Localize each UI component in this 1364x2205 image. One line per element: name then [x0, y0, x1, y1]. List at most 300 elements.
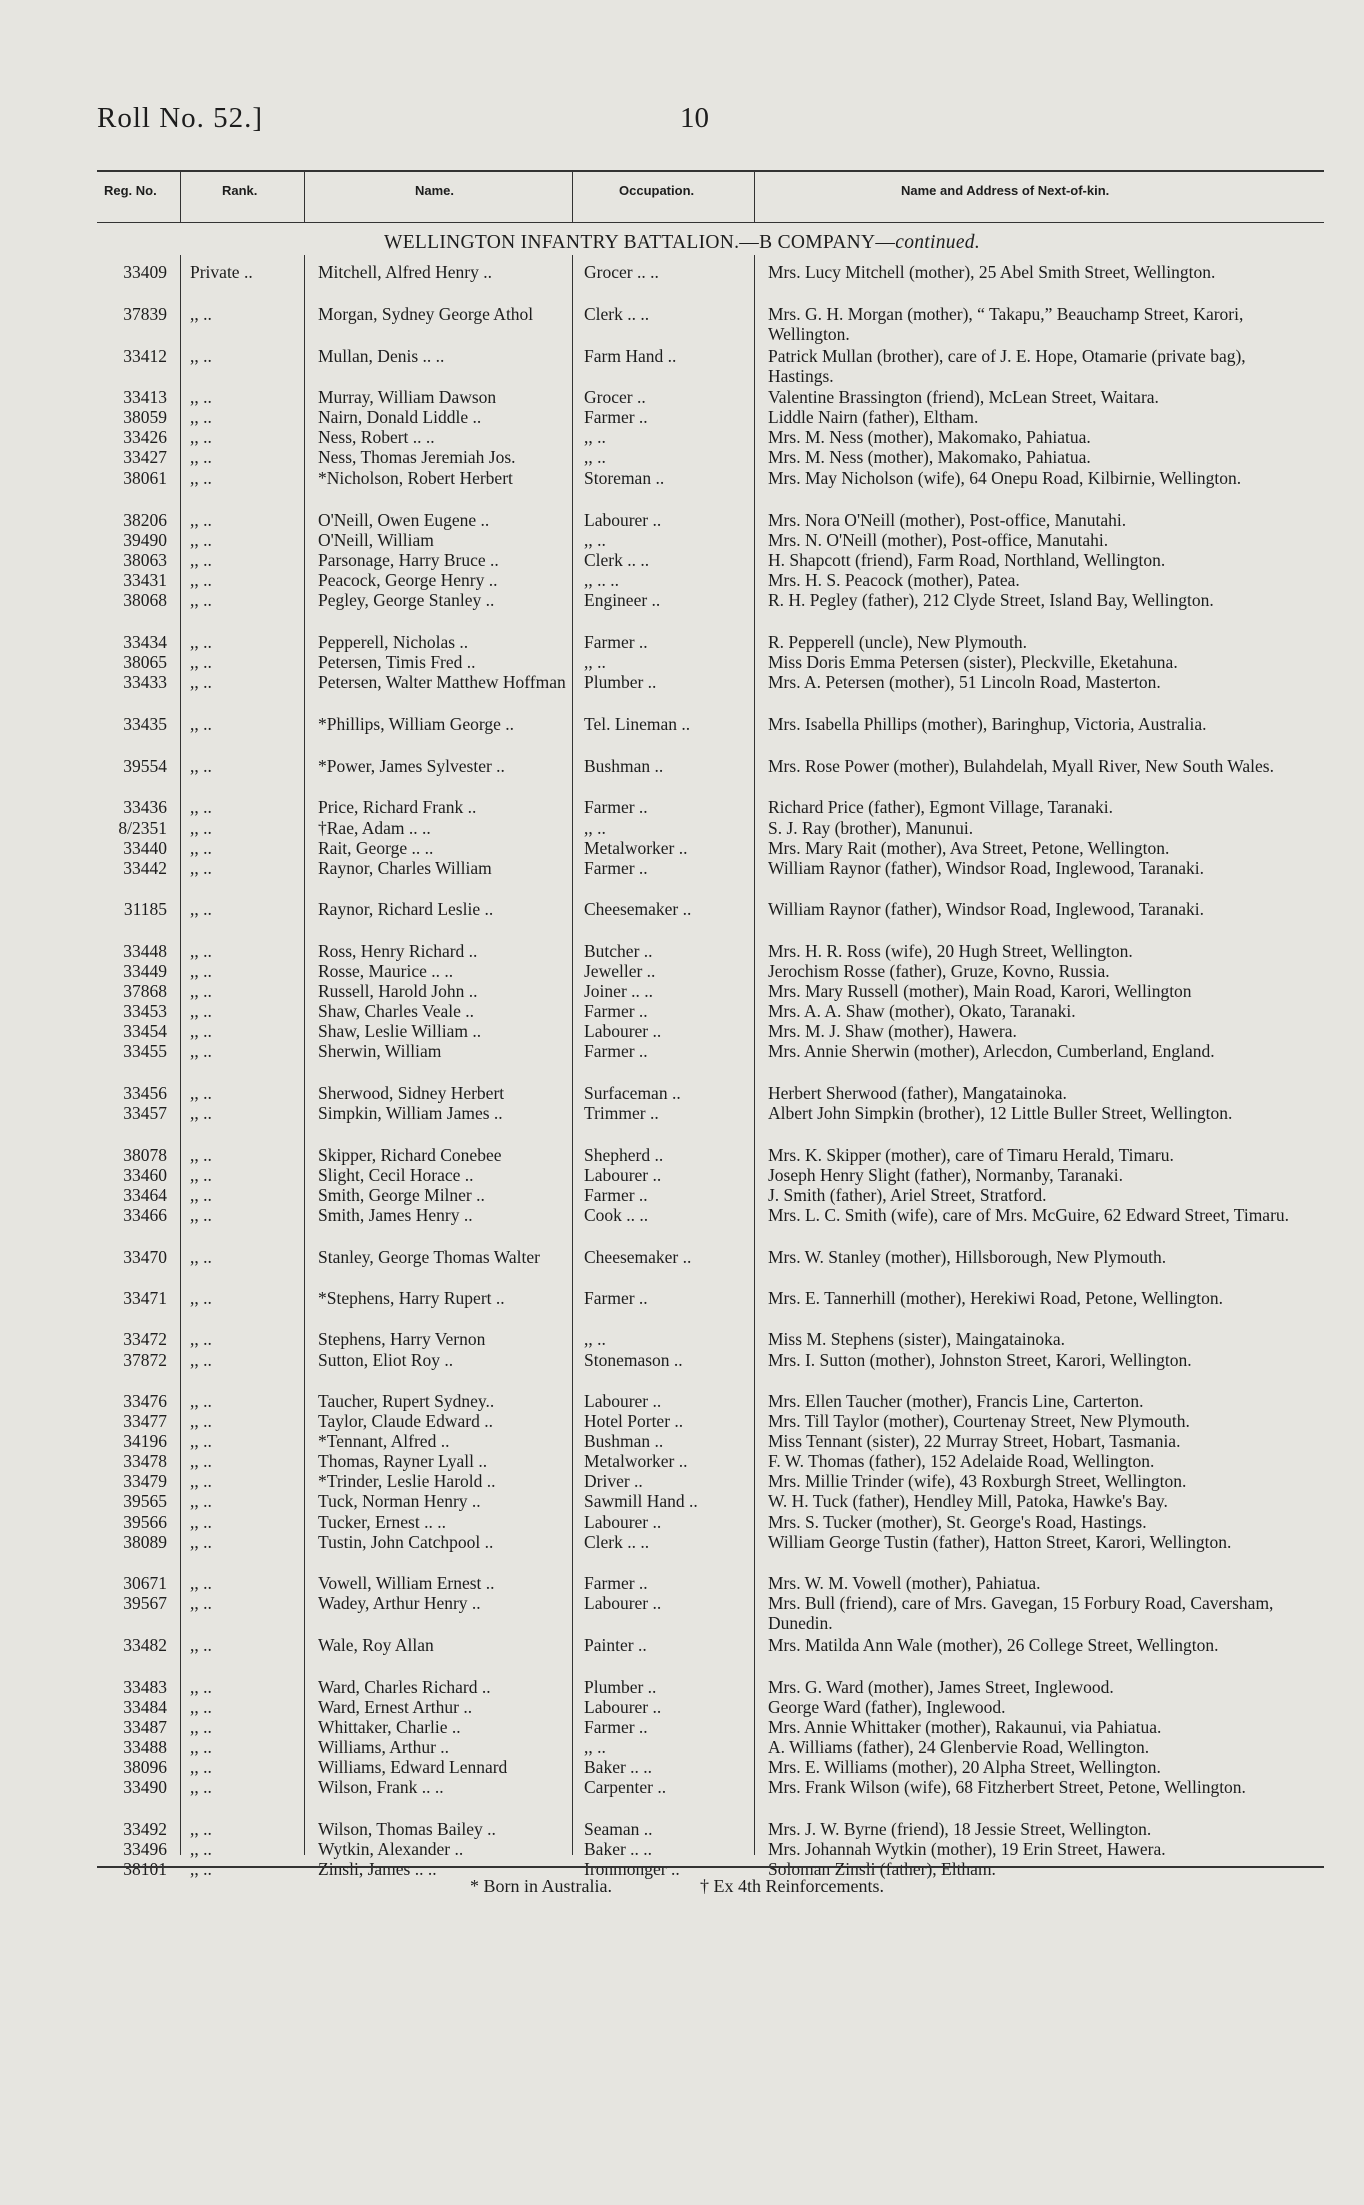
rank: ,, ..	[190, 1329, 212, 1349]
occupation: ,, ..	[584, 818, 606, 838]
next-of-kin: Mrs. N. O'Neill (mother), Post-office, Manutahi.	[768, 530, 1109, 550]
next-of-kin: Richard Price (father), Egmont Village, Taranaki.	[768, 797, 1114, 817]
rank: ,, ..	[190, 981, 212, 1001]
reg-number: 33496	[123, 1839, 167, 1859]
occupation: ,, ..	[584, 1329, 606, 1349]
col-divider	[180, 255, 181, 1855]
next-of-kin: William Raynor (father), Windsor Road, Inglewood, Taranaki.	[768, 899, 1205, 919]
rank: ,, ..	[190, 797, 212, 817]
soldier-name: Raynor, Richard Leslie ..	[318, 899, 494, 919]
next-of-kin: Mrs. I. Sutton (mother), Johnston Street, Karori, Wellington.	[768, 1350, 1192, 1370]
next-of-kin: Mrs. Mary Rait (mother), Ava Street, Petone, Wellington.	[768, 838, 1170, 858]
reg-number: 33492	[123, 1819, 167, 1839]
col-divider	[304, 172, 305, 222]
occupation: Metalworker ..	[584, 1451, 688, 1471]
soldier-name: Pegley, George Stanley ..	[318, 590, 495, 610]
reg-number: 38078	[123, 1145, 167, 1165]
soldier-name: Petersen, Timis Fred ..	[318, 652, 476, 672]
rank: ,, ..	[190, 1041, 212, 1061]
next-of-kin: Valentine Brassington (friend), McLean Street, Waitara.	[768, 387, 1159, 407]
rank: ,, ..	[190, 1165, 212, 1185]
rank: ,, ..	[190, 427, 212, 447]
column-headers	[97, 170, 1324, 223]
next-of-kin: Mrs. Bull (friend), care of Mrs. Gavegan, 15 Forbury Road, Caversham, Dunedin.	[768, 1593, 1274, 1633]
next-of-kin: Mrs. A. A. Shaw (mother), Okato, Taranaki.	[768, 1001, 1076, 1021]
occupation: Engineer ..	[584, 590, 661, 610]
soldier-name: Mitchell, Alfred Henry ..	[318, 262, 492, 282]
soldier-name: *Nicholson, Robert Herbert	[318, 468, 513, 488]
next-of-kin: Mrs. Annie Sherwin (mother), Arlecdon, Cumberland, England.	[768, 1041, 1215, 1061]
rank: ,, ..	[190, 1411, 212, 1431]
occupation: ,, ..	[584, 447, 606, 467]
soldier-name: Whittaker, Charlie ..	[318, 1717, 461, 1737]
reg-number: 33478	[123, 1451, 167, 1471]
reg-number: 33482	[123, 1635, 167, 1655]
next-of-kin: Mrs. Nora O'Neill (mother), Post-office, Manutahi.	[768, 510, 1127, 530]
next-of-kin: S. J. Ray (brother), Manunui.	[768, 818, 974, 838]
occupation: Baker .. ..	[584, 1757, 653, 1777]
reg-number: 33434	[123, 632, 167, 652]
rank: ,, ..	[190, 550, 212, 570]
next-of-kin: William George Tustin (father), Hatton Street, Karori, Wellington.	[768, 1532, 1232, 1552]
occupation: Joiner .. ..	[584, 981, 654, 1001]
next-of-kin: Soloman Zinsli (father), Eltham.	[768, 1859, 996, 1879]
reg-number: 38206	[123, 510, 167, 530]
reg-number: 33476	[123, 1391, 167, 1411]
occupation: Jeweller ..	[584, 961, 656, 981]
soldier-name: Wadey, Arthur Henry ..	[318, 1593, 481, 1613]
occupation: Hotel Porter ..	[584, 1411, 684, 1431]
soldier-name: Williams, Arthur ..	[318, 1737, 450, 1757]
reg-number: 33483	[123, 1677, 167, 1697]
col-next-of-kin: Name and Address of Next-of-kin.	[901, 183, 1110, 198]
soldier-name: Williams, Edward Lennard	[318, 1757, 508, 1777]
next-of-kin: Mrs. G. H. Morgan (mother), “ Takapu,” Beauchamp Street, Karori, Wellington.	[768, 304, 1244, 344]
occupation: Clerk .. ..	[584, 1532, 650, 1552]
reg-number: 39565	[123, 1491, 167, 1511]
occupation: ,, ..	[584, 530, 606, 550]
next-of-kin: Mrs. S. Tucker (mother), St. George's Road, Hastings.	[768, 1512, 1147, 1532]
next-of-kin: Mrs. H. R. Ross (wife), 20 Hugh Street, Wellington.	[768, 941, 1133, 961]
next-of-kin: J. Smith (father), Ariel Street, Stratford.	[768, 1185, 1047, 1205]
next-of-kin: Mrs. M. Ness (mother), Makomako, Pahiatua.	[768, 427, 1091, 447]
reg-number: 33455	[123, 1041, 167, 1061]
reg-number: 33479	[123, 1471, 167, 1491]
occupation: ,, ..	[584, 1737, 606, 1757]
occupation: Metalworker ..	[584, 838, 688, 858]
rank: ,, ..	[190, 407, 212, 427]
occupation: Labourer ..	[584, 1021, 662, 1041]
occupation: Farmer ..	[584, 1001, 648, 1021]
reg-number: 34196	[123, 1431, 167, 1451]
soldier-name: Raynor, Charles William	[318, 858, 492, 878]
col-divider	[754, 172, 755, 222]
soldier-name: *Power, James Sylvester ..	[318, 756, 505, 776]
soldier-name: Tustin, John Catchpool ..	[318, 1532, 494, 1552]
soldier-name: Stanley, George Thomas Walter	[318, 1247, 540, 1267]
occupation: Clerk .. ..	[584, 304, 650, 324]
footnote-born-australia: * Born in Australia.	[470, 1876, 612, 1896]
col-reg: Reg. No.	[104, 183, 157, 198]
next-of-kin: F. W. Thomas (father), 152 Adelaide Road, Wellington.	[768, 1451, 1155, 1471]
col-divider	[180, 172, 181, 222]
rank: ,, ..	[190, 1247, 212, 1267]
next-of-kin: R. H. Pegley (father), 212 Clyde Street, Island Bay, Wellington.	[768, 590, 1214, 610]
rank: ,, ..	[190, 1777, 212, 1797]
next-of-kin: R. Pepperell (uncle), New Plymouth.	[768, 632, 1028, 652]
rank: Private ..	[190, 262, 253, 282]
occupation: ,, .. ..	[584, 570, 619, 590]
occupation: Shepherd ..	[584, 1145, 664, 1165]
rank: ,, ..	[190, 632, 212, 652]
reg-number: 33460	[123, 1165, 167, 1185]
occupation: Plumber ..	[584, 672, 657, 692]
occupation: Labourer ..	[584, 510, 662, 530]
next-of-kin: Mrs. Rose Power (mother), Bulahdelah, Myall River, New South Wales.	[768, 756, 1274, 776]
occupation: Farmer ..	[584, 1717, 648, 1737]
next-of-kin: Mrs. J. W. Byrne (friend), 18 Jessie Street, Wellington.	[768, 1819, 1152, 1839]
soldier-name: Ward, Charles Richard ..	[318, 1677, 491, 1697]
reg-number: 33436	[123, 797, 167, 817]
rank: ,, ..	[190, 570, 212, 590]
occupation: Plumber ..	[584, 1677, 657, 1697]
next-of-kin: Mrs. Millie Trinder (wife), 43 Roxburgh Street, Wellington.	[768, 1471, 1187, 1491]
rank: ,, ..	[190, 590, 212, 610]
soldier-name: Taucher, Rupert Sydney..	[318, 1391, 495, 1411]
reg-number: 37868	[123, 981, 167, 1001]
next-of-kin: Mrs. Ellen Taucher (mother), Francis Line, Carterton.	[768, 1391, 1144, 1411]
rank: ,, ..	[190, 941, 212, 961]
occupation: Cheesemaker ..	[584, 899, 692, 919]
rank: ,, ..	[190, 858, 212, 878]
reg-number: 33449	[123, 961, 167, 981]
reg-number: 33466	[123, 1205, 167, 1225]
soldier-name: Sutton, Eliot Roy ..	[318, 1350, 454, 1370]
reg-number: 33490	[123, 1777, 167, 1797]
reg-number: 37872	[123, 1350, 167, 1370]
soldier-name: Mullan, Denis .. ..	[318, 346, 445, 366]
rank: ,, ..	[190, 1431, 212, 1451]
soldier-name: Pepperell, Nicholas ..	[318, 632, 469, 652]
occupation: Labourer ..	[584, 1593, 662, 1613]
rank: ,, ..	[190, 838, 212, 858]
rank: ,, ..	[190, 346, 212, 366]
rank: ,, ..	[190, 1001, 212, 1021]
next-of-kin: Mrs. W. Stanley (mother), Hillsborough, New Plymouth.	[768, 1247, 1167, 1267]
next-of-kin: Mrs. M. Ness (mother), Makomako, Pahiatua.	[768, 447, 1091, 467]
reg-number: 33409	[123, 262, 167, 282]
reg-number: 33440	[123, 838, 167, 858]
next-of-kin: Joseph Henry Slight (father), Normanby, Taranaki.	[768, 1165, 1123, 1185]
rank: ,, ..	[190, 672, 212, 692]
reg-number: 33427	[123, 447, 167, 467]
reg-number: 33435	[123, 714, 167, 734]
reg-number: 33470	[123, 1247, 167, 1267]
col-rank: Rank.	[222, 183, 258, 198]
soldier-name: Petersen, Walter Matthew Hoffman	[318, 672, 566, 692]
occupation: Sawmill Hand ..	[584, 1491, 698, 1511]
soldier-name: Russell, Harold John ..	[318, 981, 478, 1001]
reg-number: 8/2351	[118, 818, 167, 838]
reg-number: 31185	[123, 899, 167, 919]
rank: ,, ..	[190, 1635, 212, 1655]
next-of-kin: William Raynor (father), Windsor Road, Inglewood, Taranaki.	[768, 858, 1205, 878]
occupation: Surfaceman ..	[584, 1083, 681, 1103]
occupation: Stonemason ..	[584, 1350, 683, 1370]
rank: ,, ..	[190, 530, 212, 550]
soldier-name: Parsonage, Harry Bruce ..	[318, 550, 499, 570]
occupation: Labourer ..	[584, 1512, 662, 1532]
soldier-name: Shaw, Charles Veale ..	[318, 1001, 475, 1021]
soldier-name: Sherwin, William	[318, 1041, 442, 1061]
next-of-kin: Mrs. G. Ward (mother), James Street, Inglewood.	[768, 1677, 1114, 1697]
next-of-kin: Patrick Mullan (brother), care of J. E. Hope, Otamarie (private bag), Hastings.	[768, 346, 1246, 386]
next-of-kin: Mrs. E. Tannerhill (mother), Herekiwi Road, Petone, Wellington.	[768, 1288, 1224, 1308]
next-of-kin: Mrs. Annie Whittaker (mother), Rakaunui, via Pahiatua.	[768, 1717, 1162, 1737]
col-divider	[572, 172, 573, 222]
rank: ,, ..	[190, 1205, 212, 1225]
next-of-kin: Jerochism Rosse (father), Gruze, Kovno, Russia.	[768, 961, 1110, 981]
reg-number: 37839	[123, 304, 167, 324]
soldier-name: Slight, Cecil Horace ..	[318, 1165, 474, 1185]
occupation: Painter ..	[584, 1635, 647, 1655]
occupation: Farm Hand ..	[584, 346, 677, 366]
occupation: Labourer ..	[584, 1697, 662, 1717]
soldier-name: Murray, William Dawson	[318, 387, 497, 407]
occupation: Farmer ..	[584, 797, 648, 817]
rank: ,, ..	[190, 1391, 212, 1411]
soldier-name: Nairn, Donald Liddle ..	[318, 407, 482, 427]
soldier-name: Vowell, William Ernest ..	[318, 1573, 495, 1593]
next-of-kin: Mrs. L. C. Smith (wife), care of Mrs. McGuire, 62 Edward Street, Timaru.	[768, 1205, 1290, 1225]
occupation: Baker .. ..	[584, 1839, 653, 1859]
occupation: ,, ..	[584, 427, 606, 447]
rank: ,, ..	[190, 961, 212, 981]
next-of-kin: Mrs. H. S. Peacock (mother), Patea.	[768, 570, 1020, 590]
rank: ,, ..	[190, 818, 212, 838]
next-of-kin: Miss Doris Emma Petersen (sister), Pleckville, Eketahuna.	[768, 652, 1178, 672]
rank: ,, ..	[190, 1593, 212, 1613]
reg-number: 39554	[123, 756, 167, 776]
rank: ,, ..	[190, 304, 212, 324]
occupation: ,, ..	[584, 652, 606, 672]
rank: ,, ..	[190, 1491, 212, 1511]
page-number: 10	[680, 102, 709, 134]
reg-number: 33456	[123, 1083, 167, 1103]
next-of-kin: Mrs. Till Taylor (mother), Courtenay Street, New Plymouth.	[768, 1411, 1190, 1431]
soldier-name: Ness, Thomas Jeremiah Jos.	[318, 447, 516, 467]
occupation: Farmer ..	[584, 407, 648, 427]
rank: ,, ..	[190, 1021, 212, 1041]
soldier-name: *Tennant, Alfred ..	[318, 1431, 450, 1451]
reg-number: 33413	[123, 387, 167, 407]
next-of-kin: W. H. Tuck (father), Hendley Mill, Patoka, Hawke's Bay.	[768, 1491, 1168, 1511]
soldier-name: *Phillips, William George ..	[318, 714, 515, 734]
soldier-name: Rait, George .. ..	[318, 838, 434, 858]
reg-number: 38061	[123, 468, 167, 488]
reg-number: 38101	[123, 1859, 167, 1879]
rank: ,, ..	[190, 510, 212, 530]
soldier-name: Morgan, Sydney George Athol	[318, 304, 534, 324]
occupation: Grocer .. ..	[584, 262, 659, 282]
next-of-kin: Mrs. Lucy Mitchell (mother), 25 Abel Smith Street, Wellington.	[768, 262, 1216, 282]
soldier-name: Tuck, Norman Henry ..	[318, 1491, 481, 1511]
soldier-name: †Rae, Adam .. ..	[318, 818, 431, 838]
next-of-kin: Mrs. K. Skipper (mother), care of Timaru Herald, Timaru.	[768, 1145, 1174, 1165]
next-of-kin: Herbert Sherwood (father), Mangatainoka.	[768, 1083, 1067, 1103]
rank: ,, ..	[190, 1859, 212, 1879]
rank: ,, ..	[190, 714, 212, 734]
rank: ,, ..	[190, 1083, 212, 1103]
footnote-ex-4th: † Ex 4th Reinforcements.	[700, 1876, 884, 1896]
soldier-name: Price, Richard Frank ..	[318, 797, 477, 817]
soldier-name: O'Neill, William	[318, 530, 434, 550]
next-of-kin: Mrs. Mary Russell (mother), Main Road, Karori, Wellington	[768, 981, 1192, 1001]
soldier-name: Sherwood, Sidney Herbert	[318, 1083, 505, 1103]
next-of-kin: Mrs. E. Williams (mother), 20 Alpha Street, Wellington.	[768, 1757, 1161, 1777]
rank: ,, ..	[190, 387, 212, 407]
reg-number: 33477	[123, 1411, 167, 1431]
rank: ,, ..	[190, 1288, 212, 1308]
reg-number: 33464	[123, 1185, 167, 1205]
rank: ,, ..	[190, 1451, 212, 1471]
footer-rule	[97, 1866, 1324, 1868]
next-of-kin: Mrs. W. M. Vowell (mother), Pahiatua.	[768, 1573, 1041, 1593]
occupation: Labourer ..	[584, 1165, 662, 1185]
reg-number: 38068	[123, 590, 167, 610]
occupation: Storeman ..	[584, 468, 665, 488]
occupation: Grocer ..	[584, 387, 646, 407]
next-of-kin: George Ward (father), Inglewood.	[768, 1697, 1006, 1717]
reg-number: 33484	[123, 1697, 167, 1717]
soldier-name: Ness, Robert .. ..	[318, 427, 435, 447]
soldier-name: Shaw, Leslie William ..	[318, 1021, 482, 1041]
soldier-name: Skipper, Richard Conebee	[318, 1145, 502, 1165]
rank: ,, ..	[190, 1839, 212, 1859]
occupation: Farmer ..	[584, 858, 648, 878]
reg-number: 39566	[123, 1512, 167, 1532]
section-title	[0, 232, 1364, 254]
occupation: Farmer ..	[584, 632, 648, 652]
soldier-name: Stephens, Harry Vernon	[318, 1329, 486, 1349]
col-divider	[304, 255, 305, 1855]
reg-number: 39490	[123, 530, 167, 550]
reg-number: 33472	[123, 1329, 167, 1349]
soldier-name: O'Neill, Owen Eugene ..	[318, 510, 490, 530]
occupation: Trimmer ..	[584, 1103, 659, 1123]
soldier-name: Peacock, George Henry ..	[318, 570, 498, 590]
reg-number: 33431	[123, 570, 167, 590]
reg-number: 33448	[123, 941, 167, 961]
col-name: Name.	[415, 183, 455, 198]
occupation: Cook .. ..	[584, 1205, 649, 1225]
soldier-name: Smith, James Henry ..	[318, 1205, 473, 1225]
rank: ,, ..	[190, 1103, 212, 1123]
occupation: Farmer ..	[584, 1041, 648, 1061]
reg-number: 33457	[123, 1103, 167, 1123]
occupation: Cheesemaker ..	[584, 1247, 692, 1267]
next-of-kin: Mrs. M. J. Shaw (mother), Hawera.	[768, 1021, 1017, 1041]
occupation: Farmer ..	[584, 1288, 648, 1308]
soldier-name: Taylor, Claude Edward ..	[318, 1411, 493, 1431]
rank: ,, ..	[190, 1717, 212, 1737]
soldier-name: Wilson, Frank .. ..	[318, 1777, 444, 1797]
occupation: Clerk .. ..	[584, 550, 650, 570]
soldier-name: Simpkin, William James ..	[318, 1103, 503, 1123]
reg-number: 30671	[123, 1573, 167, 1593]
next-of-kin: Miss M. Stephens (sister), Maingatainoka.	[768, 1329, 1065, 1349]
reg-number: 39567	[123, 1593, 167, 1613]
next-of-kin: Mrs. A. Petersen (mother), 51 Lincoln Road, Masterton.	[768, 672, 1161, 692]
reg-number: 33471	[123, 1288, 167, 1308]
reg-number: 33412	[123, 346, 167, 366]
reg-number: 38065	[123, 652, 167, 672]
occupation: Carpenter ..	[584, 1777, 667, 1797]
occupation: Farmer ..	[584, 1185, 648, 1205]
next-of-kin: H. Shapcott (friend), Farm Road, Northland, Wellington.	[768, 550, 1166, 570]
reg-number: 33453	[123, 1001, 167, 1021]
occupation: Labourer ..	[584, 1391, 662, 1411]
rank: ,, ..	[190, 447, 212, 467]
reg-number: 33487	[123, 1717, 167, 1737]
reg-number: 33426	[123, 427, 167, 447]
occupation: Ironmonger ..	[584, 1859, 680, 1879]
soldier-name: Ward, Ernest Arthur ..	[318, 1697, 473, 1717]
rank: ,, ..	[190, 756, 212, 776]
rank: ,, ..	[190, 1512, 212, 1532]
rank: ,, ..	[190, 1697, 212, 1717]
reg-number: 33442	[123, 858, 167, 878]
occupation: Seaman ..	[584, 1819, 653, 1839]
soldier-name: Thomas, Rayner Lyall ..	[318, 1451, 488, 1471]
next-of-kin: Miss Tennant (sister), 22 Murray Street, Hobart, Tasmania.	[768, 1431, 1181, 1451]
occupation: Tel. Lineman ..	[584, 714, 691, 734]
section-continued: continued.	[895, 232, 981, 253]
rank: ,, ..	[190, 1677, 212, 1697]
soldier-name: Wytkin, Alexander ..	[318, 1839, 464, 1859]
soldier-name: *Trinder, Leslie Harold ..	[318, 1471, 496, 1491]
col-divider	[572, 255, 573, 1855]
next-of-kin: Mrs. Isabella Phillips (mother), Baringhup, Victoria, Australia.	[768, 714, 1207, 734]
roll-number: Roll No. 52.]	[97, 102, 264, 134]
col-occupation: Occupation.	[619, 183, 695, 198]
next-of-kin: Liddle Nairn (father), Eltham.	[768, 407, 979, 427]
soldier-name: Rosse, Maurice .. ..	[318, 961, 454, 981]
col-divider	[754, 255, 755, 1855]
soldier-name: Smith, George Milner ..	[318, 1185, 485, 1205]
reg-number: 38063	[123, 550, 167, 570]
soldier-name: Wale, Roy Allan	[318, 1635, 434, 1655]
rank: ,, ..	[190, 1185, 212, 1205]
soldier-name: Ross, Henry Richard ..	[318, 941, 478, 961]
soldier-name: Tucker, Ernest .. ..	[318, 1512, 446, 1532]
occupation: Butcher ..	[584, 941, 653, 961]
section-title-text: WELLINGTON INFANTRY BATTALION.—B COMPANY—	[383, 232, 896, 253]
reg-number: 33433	[123, 672, 167, 692]
next-of-kin: A. Williams (father), 24 Glenbervie Road, Wellington.	[768, 1737, 1150, 1757]
rank: ,, ..	[190, 1532, 212, 1552]
next-of-kin: Mrs. Matilda Ann Wale (mother), 26 College Street, Wellington.	[768, 1635, 1219, 1655]
rank: ,, ..	[190, 1737, 212, 1757]
rank: ,, ..	[190, 468, 212, 488]
rank: ,, ..	[190, 1145, 212, 1165]
rank: ,, ..	[190, 1757, 212, 1777]
next-of-kin: Mrs. May Nicholson (wife), 64 Onepu Road, Kilbirnie, Wellington.	[768, 468, 1242, 488]
rank: ,, ..	[190, 1819, 212, 1839]
occupation: Farmer ..	[584, 1573, 648, 1593]
rank: ,, ..	[190, 652, 212, 672]
occupation: Bushman ..	[584, 1431, 664, 1451]
